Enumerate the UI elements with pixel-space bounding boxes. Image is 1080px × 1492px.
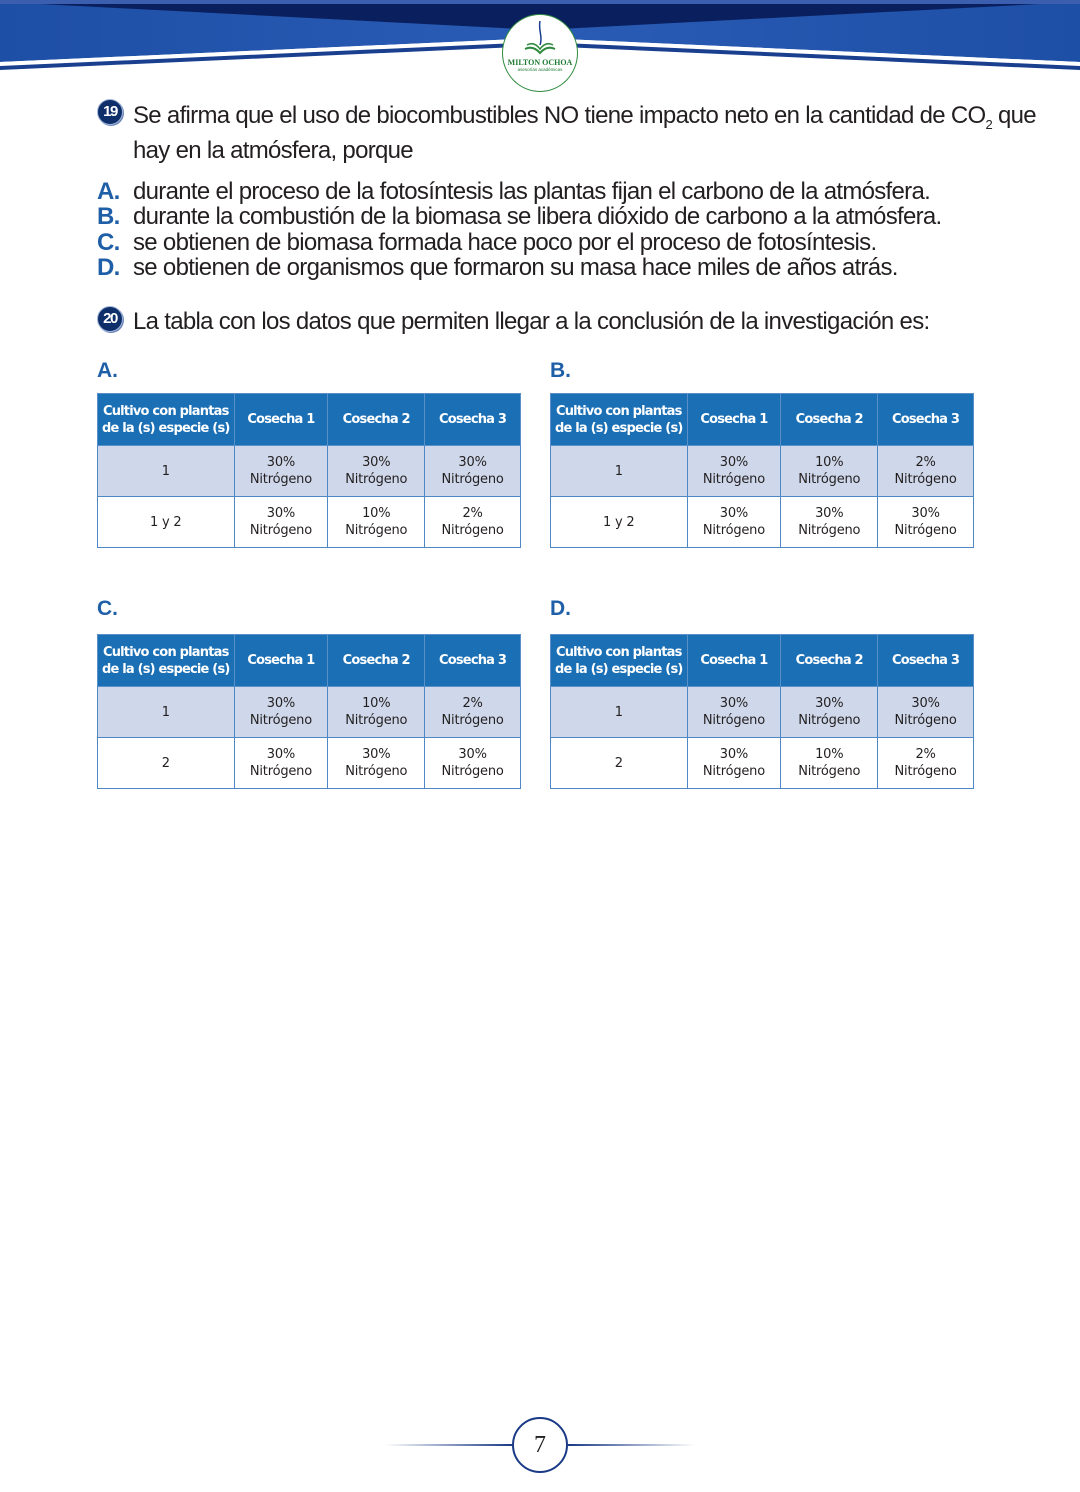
nutrient: Nitrógeno bbox=[249, 764, 312, 779]
percent: 30% bbox=[266, 506, 296, 521]
nitrogen-cell bbox=[687, 446, 781, 497]
nitrogen-cell bbox=[425, 446, 521, 497]
nutrient: Nitrógeno bbox=[345, 713, 408, 728]
nutrient: Nitrógeno bbox=[702, 523, 765, 538]
species-cell: 1 y 2 bbox=[551, 497, 688, 548]
nitrogen-cell bbox=[687, 738, 781, 789]
percent: 10% bbox=[815, 455, 844, 470]
nitrogen-cell bbox=[425, 687, 521, 738]
percent: 30% bbox=[719, 747, 749, 762]
table-option-b bbox=[550, 393, 974, 548]
question-19-line1-end: que bbox=[992, 102, 1036, 129]
species-cell: 1 bbox=[98, 446, 235, 497]
question-19-line1: Se afirma que el uso de biocombustibles NO tiene impacto neto en la cantidad de CO bbox=[133, 102, 986, 129]
nitrogen-cell bbox=[878, 687, 974, 738]
percent: 30% bbox=[458, 455, 487, 470]
percent: 30% bbox=[362, 455, 391, 470]
option-text: se obtienen de organismos que formaron su masa hace miles de años atrás. bbox=[133, 254, 898, 281]
nutrient: Nitrógeno bbox=[798, 764, 861, 779]
nitrogen-cell bbox=[234, 446, 328, 497]
percent: 30% bbox=[911, 696, 940, 711]
table-option-label[interactable]: C. bbox=[97, 597, 118, 620]
column-header: Cultivo con plantas de la (s) especie (s) bbox=[551, 394, 688, 446]
nutrient: Nitrógeno bbox=[441, 523, 504, 538]
nitrogen-cell bbox=[328, 446, 425, 497]
percent: 30% bbox=[362, 747, 391, 762]
table-option-a bbox=[97, 393, 521, 548]
nutrient: Nitrógeno bbox=[702, 713, 765, 728]
logo-name: MILTON OCHOA bbox=[507, 58, 573, 67]
column-header: Cosecha 1 bbox=[234, 394, 328, 446]
percent: 10% bbox=[362, 506, 391, 521]
species-cell: 1 bbox=[551, 446, 688, 497]
column-header: Cosecha 2 bbox=[328, 635, 425, 687]
option-text: durante la combustión de la biomasa se libera dióxido de carbono a la atmósfera. bbox=[133, 203, 942, 230]
nitrogen-cell bbox=[781, 446, 878, 497]
nutrient: Nitrógeno bbox=[345, 472, 408, 487]
nutrient: Nitrógeno bbox=[894, 472, 957, 487]
option-text: durante el proceso de la fotosíntesis las plantas fijan el carbono de la atmósfera. bbox=[133, 178, 931, 205]
nitrogen-cell bbox=[234, 687, 328, 738]
table-row bbox=[551, 687, 974, 738]
nutrient: Nitrógeno bbox=[702, 472, 765, 487]
percent: 30% bbox=[458, 747, 487, 762]
nutrient: Nitrógeno bbox=[345, 523, 408, 538]
subscript: 2 bbox=[985, 116, 992, 132]
percent: 30% bbox=[815, 696, 844, 711]
nutrient: Nitrógeno bbox=[702, 764, 765, 779]
nutrient: Nitrógeno bbox=[798, 472, 861, 487]
page-number: 7 bbox=[512, 1417, 568, 1473]
option-d[interactable] bbox=[97, 255, 898, 281]
nutrient: Nitrógeno bbox=[798, 713, 861, 728]
table-option-label[interactable]: B. bbox=[550, 359, 571, 382]
percent: 30% bbox=[815, 506, 844, 521]
nitrogen-cell bbox=[328, 497, 425, 548]
percent: 30% bbox=[911, 506, 940, 521]
column-header: Cosecha 2 bbox=[328, 394, 425, 446]
logo-subtitle: asesorías académicas bbox=[517, 67, 563, 72]
option-letter: D. bbox=[97, 254, 120, 281]
logo bbox=[502, 14, 578, 92]
column-header: Cosecha 1 bbox=[687, 394, 781, 446]
table-header-row bbox=[551, 635, 974, 687]
nutrient: Nitrógeno bbox=[441, 713, 504, 728]
table-option-label[interactable]: A. bbox=[97, 359, 118, 382]
nitrogen-cell bbox=[781, 497, 878, 548]
question-number-20: 20 bbox=[97, 306, 123, 332]
nitrogen-cell bbox=[234, 738, 328, 789]
nitrogen-cell bbox=[781, 687, 878, 738]
nutrient: Nitrógeno bbox=[894, 523, 957, 538]
nutrient: Nitrógeno bbox=[894, 713, 957, 728]
option-c[interactable] bbox=[97, 230, 876, 256]
nitrogen-cell bbox=[878, 446, 974, 497]
column-header: Cosecha 3 bbox=[878, 394, 974, 446]
column-header: Cosecha 3 bbox=[878, 635, 974, 687]
nitrogen-cell bbox=[328, 738, 425, 789]
table-header-row bbox=[98, 394, 521, 446]
species-cell: 1 bbox=[98, 687, 235, 738]
question-20-text: La tabla con los datos que permiten llegar a la conclusión de la investigación es: bbox=[133, 308, 930, 335]
nutrient: Nitrógeno bbox=[441, 764, 504, 779]
option-letter: A. bbox=[97, 178, 120, 205]
species-cell: 2 bbox=[551, 738, 688, 789]
option-letter: C. bbox=[97, 229, 120, 256]
nitrogen-cell bbox=[781, 738, 878, 789]
nutrient: Nitrógeno bbox=[798, 523, 861, 538]
nitrogen-cell bbox=[687, 687, 781, 738]
species-cell: 1 y 2 bbox=[98, 497, 235, 548]
column-header: Cultivo con plantas de la (s) especie (s) bbox=[98, 394, 235, 446]
column-header: Cosecha 1 bbox=[687, 635, 781, 687]
table-option-label[interactable]: D. bbox=[550, 597, 571, 620]
column-header: Cultivo con plantas de la (s) especie (s) bbox=[551, 635, 688, 687]
table-row bbox=[551, 497, 974, 548]
percent: 30% bbox=[266, 747, 296, 762]
table-header-row bbox=[551, 394, 974, 446]
nitrogen-cell bbox=[328, 687, 425, 738]
table-option-d bbox=[550, 634, 974, 789]
percent: 30% bbox=[719, 506, 749, 521]
nutrient: Nitrógeno bbox=[249, 713, 312, 728]
percent: 10% bbox=[362, 696, 391, 711]
table-option-c bbox=[97, 634, 521, 789]
species-cell: 2 bbox=[98, 738, 235, 789]
column-header: Cosecha 2 bbox=[781, 394, 878, 446]
table-row bbox=[98, 687, 521, 738]
percent: 30% bbox=[719, 696, 749, 711]
table-row bbox=[98, 738, 521, 789]
percent: 2% bbox=[462, 696, 483, 711]
percent: 2% bbox=[915, 455, 936, 470]
nitrogen-cell bbox=[425, 497, 521, 548]
question-19-line2: hay en la atmósfera, porque bbox=[133, 136, 413, 164]
nitrogen-cell bbox=[234, 497, 328, 548]
nitrogen-cell bbox=[878, 738, 974, 789]
percent: 10% bbox=[815, 747, 844, 762]
column-header: Cultivo con plantas de la (s) especie (s) bbox=[98, 635, 235, 687]
footer-line-right bbox=[568, 1444, 695, 1446]
percent: 2% bbox=[915, 747, 936, 762]
table-header-row bbox=[98, 635, 521, 687]
table-row bbox=[98, 446, 521, 497]
table-row bbox=[551, 446, 974, 497]
percent: 30% bbox=[266, 696, 296, 711]
nutrient: Nitrógeno bbox=[345, 764, 408, 779]
column-header: Cosecha 1 bbox=[234, 635, 328, 687]
percent: 30% bbox=[266, 455, 296, 470]
column-header: Cosecha 2 bbox=[781, 635, 878, 687]
species-cell: 1 bbox=[551, 687, 688, 738]
option-letter: B. bbox=[97, 203, 120, 230]
option-a[interactable] bbox=[97, 179, 930, 205]
percent: 2% bbox=[462, 506, 483, 521]
question-number-19: 19 bbox=[97, 99, 123, 125]
column-header: Cosecha 3 bbox=[425, 394, 521, 446]
column-header: Cosecha 3 bbox=[425, 635, 521, 687]
nutrient: Nitrógeno bbox=[441, 472, 504, 487]
nitrogen-cell bbox=[687, 497, 781, 548]
footer-line-left bbox=[385, 1444, 512, 1446]
percent: 30% bbox=[719, 455, 749, 470]
logo-book-icon bbox=[503, 15, 577, 59]
question-19-text bbox=[133, 103, 1036, 164]
nutrient: Nitrógeno bbox=[894, 764, 957, 779]
table-row bbox=[551, 738, 974, 789]
table-row bbox=[98, 497, 521, 548]
option-text: se obtienen de biomasa formada hace poco por el proceso de fotosíntesis. bbox=[133, 229, 877, 256]
option-b[interactable] bbox=[97, 204, 942, 230]
nutrient: Nitrógeno bbox=[249, 472, 312, 487]
nitrogen-cell bbox=[878, 497, 974, 548]
nutrient: Nitrógeno bbox=[249, 523, 312, 538]
nitrogen-cell bbox=[425, 738, 521, 789]
